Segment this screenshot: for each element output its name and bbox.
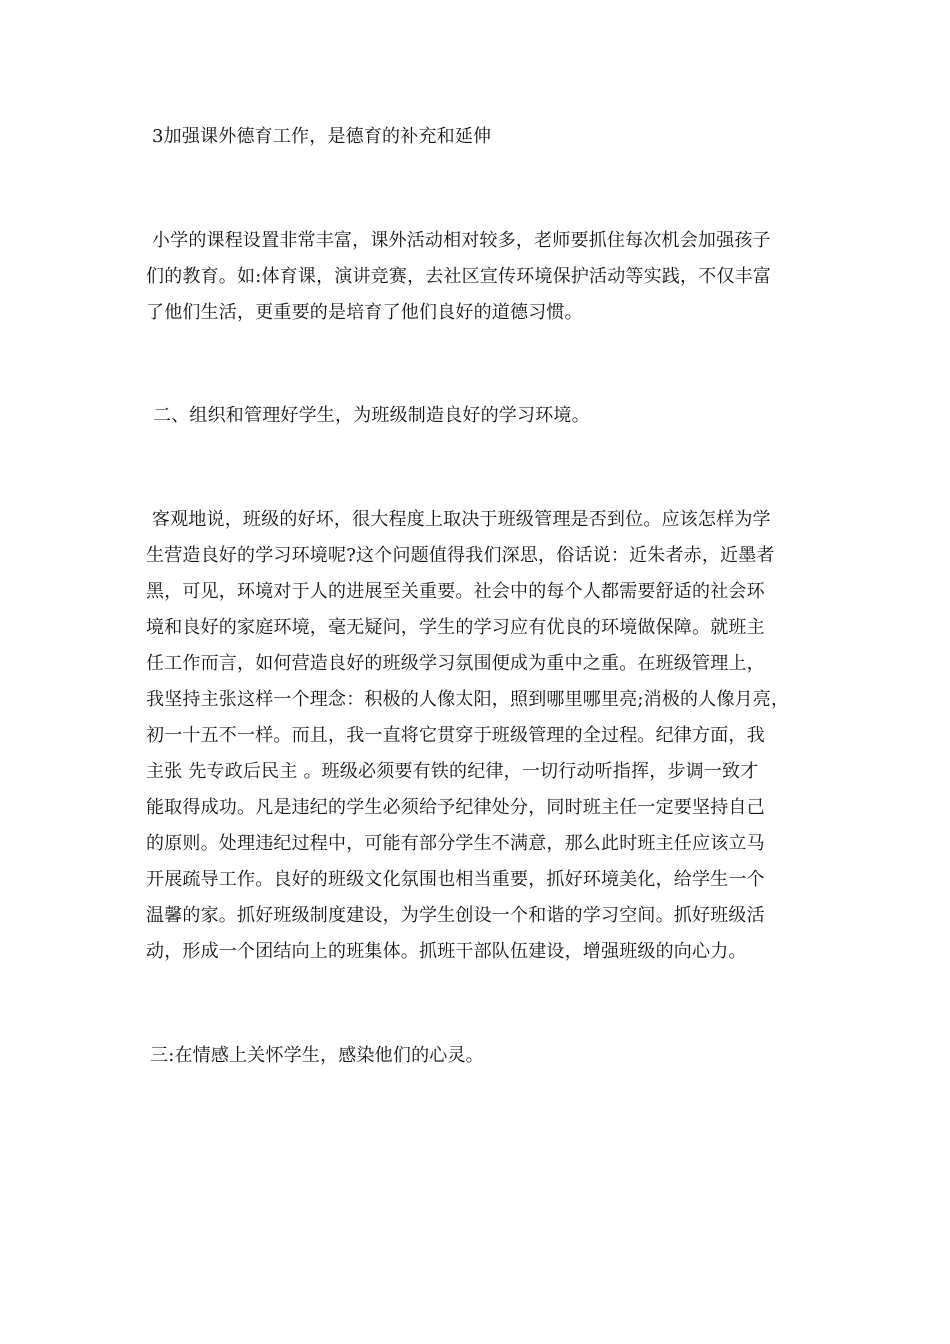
paragraph-line: 小学的课程设置非常丰富，课外活动相对较多，老师要抓住每次机会加强孩子 <box>146 230 771 251</box>
paragraph-line: 黑，可见，环境对于人的进展至关重要。社会中的每个人都需要舒适的社会环 <box>146 581 765 602</box>
paragraph-line: 境和良好的家庭环境，毫无疑问，学生的学习应有优良的环境做保障。就班主 <box>146 617 765 638</box>
paragraph-line: 客观地说，班级的好坏，很大程度上取决于班级管理是否到位。应该怎样为学 <box>146 509 771 530</box>
paragraph-line: 们的教育。如:体育课，演讲竞赛，去社区宣传环境保护活动等实践，不仅丰富 <box>146 266 772 287</box>
paragraph-line: 初一十五不一样。而且，我一直将它贯穿于班级管理的全过程。纪律方面，我 <box>146 725 765 746</box>
paragraph-line: 的原则。处理违纪过程中，可能有部分学生不满意，那么此时班主任应该立马 <box>146 833 765 854</box>
paragraph-line: 开展疏导工作。良好的班级文化氛围也相当重要，抓好环境美化，给学生一个 <box>146 869 765 890</box>
section-heading-2: 二、组织和管理好学生，为班级制造良好的学习环境。 <box>153 405 590 426</box>
paragraph-line: 生营造良好的学习环境呢?这个问题值得我们深思，俗话说：近朱者赤，近墨者 <box>146 545 775 566</box>
paragraph-line: 能取得成功。凡是违纪的学生必须给予纪律处分，同时班主任一定要坚持自己 <box>146 797 765 818</box>
paragraph-line: 温馨的家。抓好班级制度建设，为学生创设一个和谐的学习空间。抓好班级活 <box>146 905 765 926</box>
paragraph-line: 任工作而言，如何营造良好的班级学习氛围便成为重中之重。在班级管理上， <box>146 653 765 674</box>
paragraph-line: 主张 先专政后民主 。班级必须要有铁的纪律，一切行动听指挥，步调一致才 <box>146 761 759 782</box>
section-heading-3b: 三:在情感上关怀学生，感染他们的心灵。 <box>150 1045 484 1066</box>
paragraph-line: 动，形成一个团结向上的班集体。抓班干部队伍建设，增强班级的向心力。 <box>146 941 747 962</box>
section-heading-3: 3加强课外德育工作，是德育的补充和延伸 <box>152 126 492 147</box>
paragraph-line: 了他们生活，更重要的是培育了他们良好的道德习惯。 <box>146 302 583 323</box>
paragraph-line: 我坚持主张这样一个理念：积极的人像太阳，照到哪里哪里亮;消极的人像月亮， <box>146 689 790 710</box>
